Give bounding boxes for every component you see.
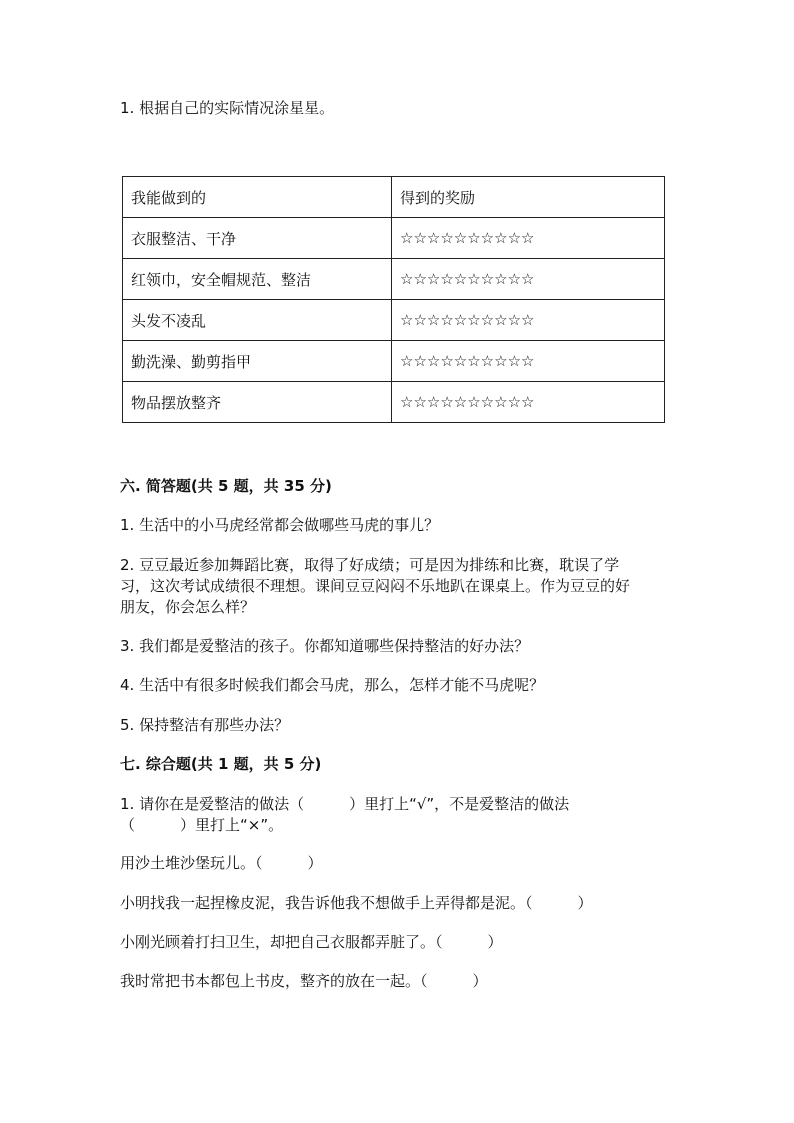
- section6-question-1: 1. 生活中的小马虎经常都会做哪些马虎的事儿？: [120, 516, 440, 534]
- section6-question-2-line-3: 朋友，你会怎么样？: [120, 598, 256, 616]
- section7-item: 我时常把书本都包上书皮，整齐的放在一起。（ ）: [120, 972, 488, 990]
- row-item: 物品摆放整齐: [123, 382, 392, 423]
- row-stars[interactable]: ☆☆☆☆☆☆☆☆☆☆: [392, 259, 665, 300]
- row-stars[interactable]: ☆☆☆☆☆☆☆☆☆☆: [392, 382, 665, 423]
- table-row: [123, 259, 665, 300]
- row-item: 勤洗澡、勤剪指甲: [123, 341, 392, 382]
- section7-item: 用沙土堆沙堡玩儿。（ ）: [120, 854, 323, 872]
- table-row: [123, 341, 665, 382]
- section6-question-3: 3. 我们都是爱整洁的孩子。你都知道哪些保持整洁的好办法？: [120, 637, 530, 655]
- header-reward: 得到的奖励: [392, 177, 665, 218]
- section7-item: 小明找我一起捏橡皮泥，我告诉他我不想做手上弄得都是泥。（ ）: [120, 894, 593, 912]
- section6-question-2-line-2: 习，这次考试成绩很不理想。课间豆豆闷闷不乐地趴在课桌上。作为豆豆的好: [120, 577, 631, 595]
- table-row: [123, 382, 665, 423]
- row-stars[interactable]: ☆☆☆☆☆☆☆☆☆☆: [392, 300, 665, 341]
- section6-question-5: 5. 保持整洁有那些办法？: [120, 716, 290, 734]
- section6-question-4: 4. 生活中有很多时候我们都会马虎，那么，怎样才能不马虎呢？: [120, 676, 545, 694]
- rating-table: [122, 176, 665, 423]
- section7-question-1-line-1: 1. 请你在是爱整洁的做法（ ）里打上“√”，不是爱整洁的做法: [120, 795, 570, 813]
- row-item: 头发不凌乱: [123, 300, 392, 341]
- row-item: 红领巾，安全帽规范、整洁: [123, 259, 392, 300]
- section6-question-2-line-1: 2. 豆豆最近参加舞蹈比赛，取得了好成绩；可是因为排练和比赛，耽误了学: [120, 556, 620, 574]
- table-row: [123, 218, 665, 259]
- section7-title: 七. 综合题(共 1 题，共 5 分): [120, 755, 322, 773]
- row-item: 衣服整洁、干净: [123, 218, 392, 259]
- table-row: [123, 300, 665, 341]
- row-stars[interactable]: ☆☆☆☆☆☆☆☆☆☆: [392, 218, 665, 259]
- header-can-do: 我能做到的: [123, 177, 392, 218]
- section7-question-1-line-2: （ ）里打上“×”。: [120, 816, 284, 834]
- section6-title: 六. 简答题(共 5 题，共 35 分): [120, 477, 332, 495]
- question-rate-stars: 1. 根据自己的实际情况涂星星。: [120, 99, 335, 117]
- table-header-row: [123, 177, 665, 218]
- section7-item: 小刚光顾着打扫卫生，却把自己衣服都弄脏了。（ ）: [120, 933, 503, 951]
- row-stars[interactable]: ☆☆☆☆☆☆☆☆☆☆: [392, 341, 665, 382]
